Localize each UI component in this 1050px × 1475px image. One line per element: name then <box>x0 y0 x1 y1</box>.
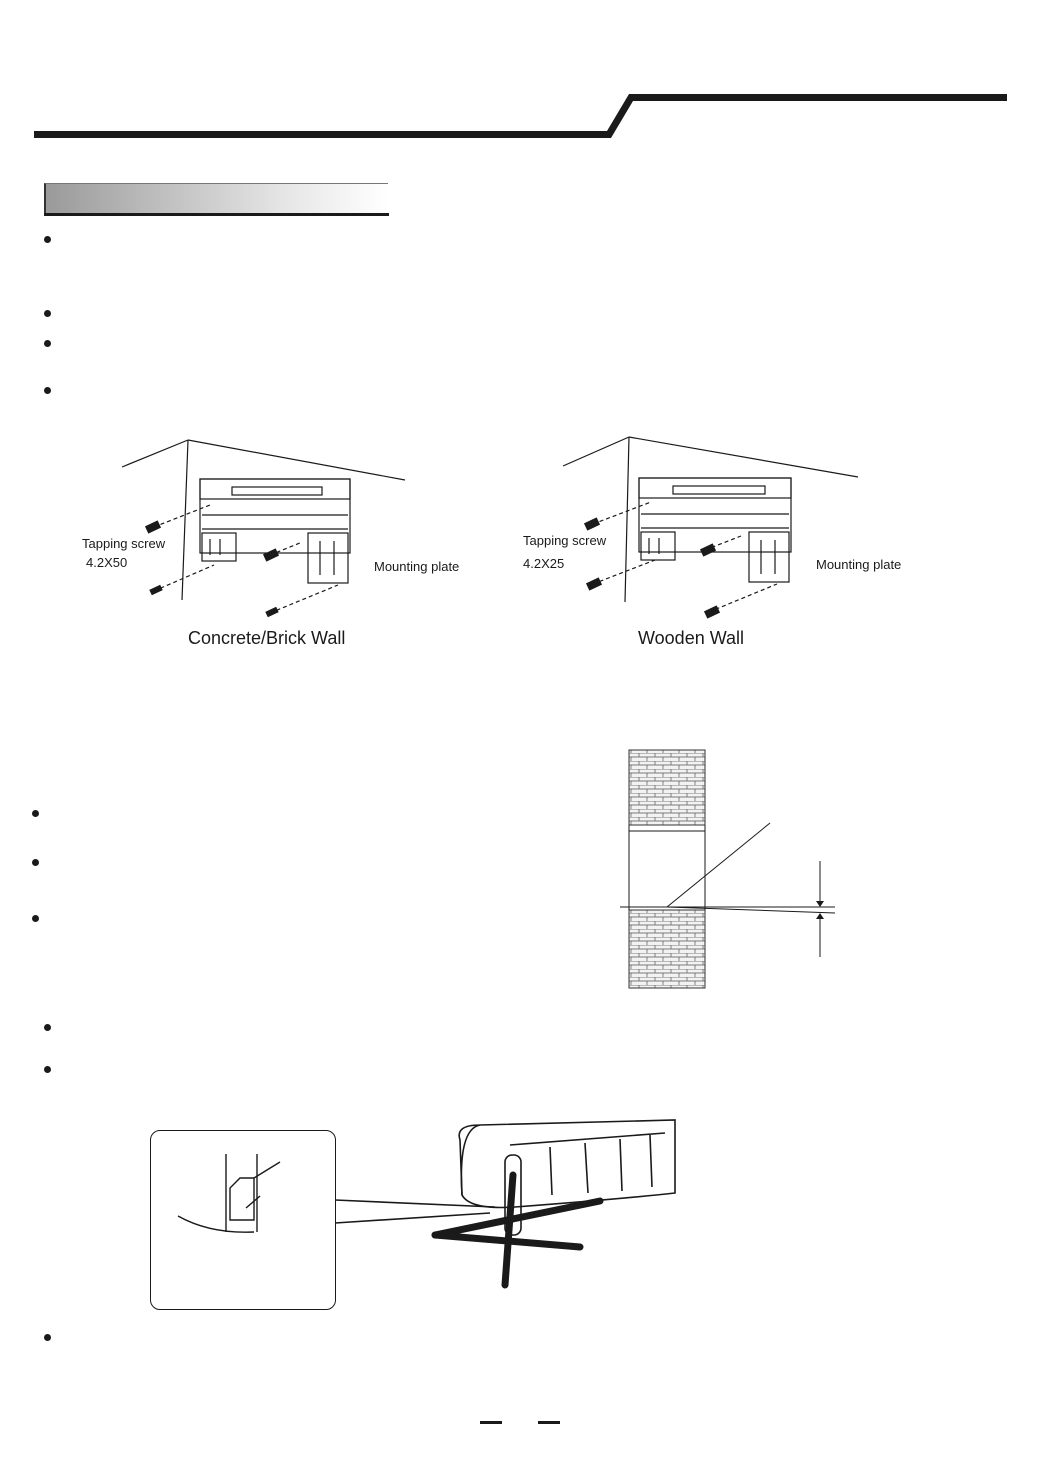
wooden-screw-label: Tapping screw <box>523 533 607 548</box>
concrete-wall-diagram <box>110 435 510 635</box>
wooden-caption: Wooden Wall <box>638 628 745 648</box>
bullet-5 <box>32 810 39 817</box>
section-heading-box <box>44 183 388 214</box>
indoor-unit-drawing <box>330 1115 710 1305</box>
page-number-dash-left <box>480 1421 502 1424</box>
wooden-plate-label: Mounting plate <box>816 557 902 572</box>
bullet-10 <box>44 1334 51 1341</box>
bullet-9 <box>44 1066 51 1073</box>
bullet-1 <box>44 236 51 243</box>
header-rule <box>0 0 1050 150</box>
bullet-6 <box>32 859 39 866</box>
concrete-plate-label: Mounting plate <box>374 559 460 574</box>
section-heading-underline <box>44 213 389 216</box>
bullet-8 <box>44 1024 51 1031</box>
wall-hole-diagram <box>615 745 855 1005</box>
wooden-screw-size: 4.2X25 <box>523 556 565 571</box>
bullet-7 <box>32 915 39 922</box>
wooden-wall-diagram <box>555 432 955 632</box>
bullet-3 <box>44 340 51 347</box>
bullet-2 <box>44 310 51 317</box>
bullet-4 <box>44 387 51 394</box>
concrete-screw-size: 4.2X50 <box>86 555 128 570</box>
concrete-caption: Concrete/Brick Wall <box>188 628 346 648</box>
page-number-dash-right <box>538 1421 560 1424</box>
concrete-screw-label: Tapping screw <box>82 536 166 551</box>
detail-zoom-drawing <box>150 1130 334 1308</box>
